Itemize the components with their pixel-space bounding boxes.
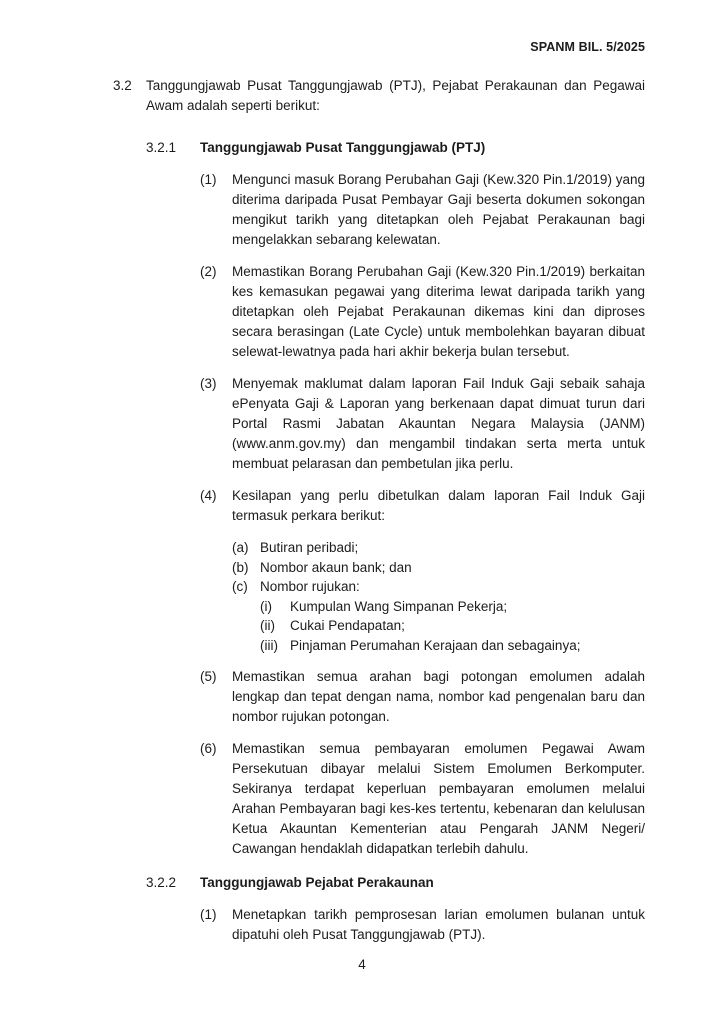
subsection-number: 3.2.2 [146,875,177,890]
list-item-number: (1) [200,172,217,187]
list-item-text: Nombor rujukan: [260,579,360,594]
list-item-number: (5) [200,669,217,684]
list-item-number: (2) [200,264,217,279]
lettered-list [232,538,645,655]
list-item-a [232,538,645,558]
numbered-list [200,905,645,945]
list-item-number: (ii) [260,618,275,633]
section-number: 3.2 [113,78,132,93]
list-item-text: Kumpulan Wang Simpanan Pekerja; [290,598,508,614]
list-item-number: (4) [200,488,217,503]
section-intro: Tanggungjawab Pusat Tanggungjawab (PTJ), Pejabat Perakaunan dan Pegawai Awam adalah seperti berikut: [146,78,645,113]
subsection-title: Tanggungjawab Pusat Tanggungjawab (PTJ) [200,140,486,155]
list-item-ii [260,616,645,636]
subsection-heading [146,873,645,893]
document-content [113,76,645,945]
list-item-number: (iii) [260,637,278,653]
list-item-i [260,597,645,617]
numbered-list [200,170,645,859]
list-item-number: (c) [232,579,248,594]
list-item-text: Mengunci masuk Borang Perubahan Gaji (Kew.320 Pin.1/2019) yang diterima daripada Pusat Pembayar Gaji beserta dokumen sokongan mengikut tarikh yang ditetapkan oleh Pejabat Perakaunan bagi mengelakkan sebarang kelewatan. [232,172,645,247]
subsection-number: 3.2.1 [146,140,177,155]
list-item-1 [200,170,645,250]
list-item-text: Menyemak maklumat dalam laporan Fail Induk Gaji sebaik sahaja ePenyata Gaji & Laporan yang berkenaan dapat dimuat turun dari Portal Rasmi Jabatan Akauntan Negara Malaysia (JANM) (www.anm.gov.my) dan mengambil tindakan serta merta untuk membuat pelarasan dan pembetulan jika perlu. [232,376,645,471]
list-item-text: Memastikan Borang Perubahan Gaji (Kew.320 Pin.1/2019) berkaitan kes kemasukan pegawai yang diterima lewat daripada tarikh yang ditetapkan oleh Pejabat Perakaunan dikemas kini dan diproses secara berasingan (Late Cycle) untuk membolehkan bayaran dibuat selewat-lewatnya pada hari akhir bekerja bulan tersebut. [232,264,645,359]
list-item-text: Butiran peribadi; [260,540,359,555]
list-item-text: Pinjaman Perumahan Kerajaan dan sebagainya; [290,637,581,653]
section-3-2 [113,76,645,116]
roman-list [260,597,645,656]
list-item-text: Memastikan semua pembayaran emolumen Pegawai Awam Persekutuan dibayar melalui Sistem Emolumen Berkomputer. Sekiranya terdapat keperluan pembayaran emolumen melalui Arahan Pembayaran bagi kes-kes tertentu, kebenaran dan kelulusan Ketua Akauntan Kementerian atau Pengarah JANM Negeri/ Cawangan hendaklah didapatkan terlebih dahulu. [232,741,645,856]
list-item-number: (3) [200,376,217,391]
list-item-iii [260,636,645,656]
list-item-5 [200,667,645,727]
list-item-number: (a) [232,540,249,555]
list-item-3 [200,374,645,474]
list-item-text: Memastikan semua arahan bagi potongan emolumen adalah lengkap dan tepat dengan nama, nombor kad pengenalan baru dan nombor rujukan potongan. [232,669,645,724]
list-item-number: (i) [260,598,272,614]
list-item-text: Menetapkan tarikh pemprosesan larian emolumen bulanan untuk dipatuhi oleh Pusat Tanggungjawab (PTJ). [232,907,645,942]
list-item-b [232,558,645,578]
list-item-number: (b) [232,559,249,575]
list-item-4 [200,486,645,655]
header-doc-ref: SPANM BIL. 5/2025 [530,40,645,54]
list-item-1 [200,905,645,945]
list-item-2 [200,262,645,362]
subsection-title: Tanggungjawab Pejabat Perakaunan [200,875,434,890]
subsection-3-2-2 [146,873,645,945]
list-item-c [232,577,645,655]
subsection-heading [146,138,645,158]
list-item-text: Kesilapan yang perlu dibetulkan dalam laporan Fail Induk Gaji termasuk perkara berikut: [232,488,645,523]
subsection-3-2-1 [146,138,645,859]
list-item-number: (1) [200,907,217,922]
list-item-6 [200,739,645,859]
page-number: 4 [358,957,366,972]
list-item-number: (6) [200,741,217,756]
list-item-text: Nombor akaun bank; dan [260,559,412,575]
list-item-text: Cukai Pendapatan; [290,618,405,633]
